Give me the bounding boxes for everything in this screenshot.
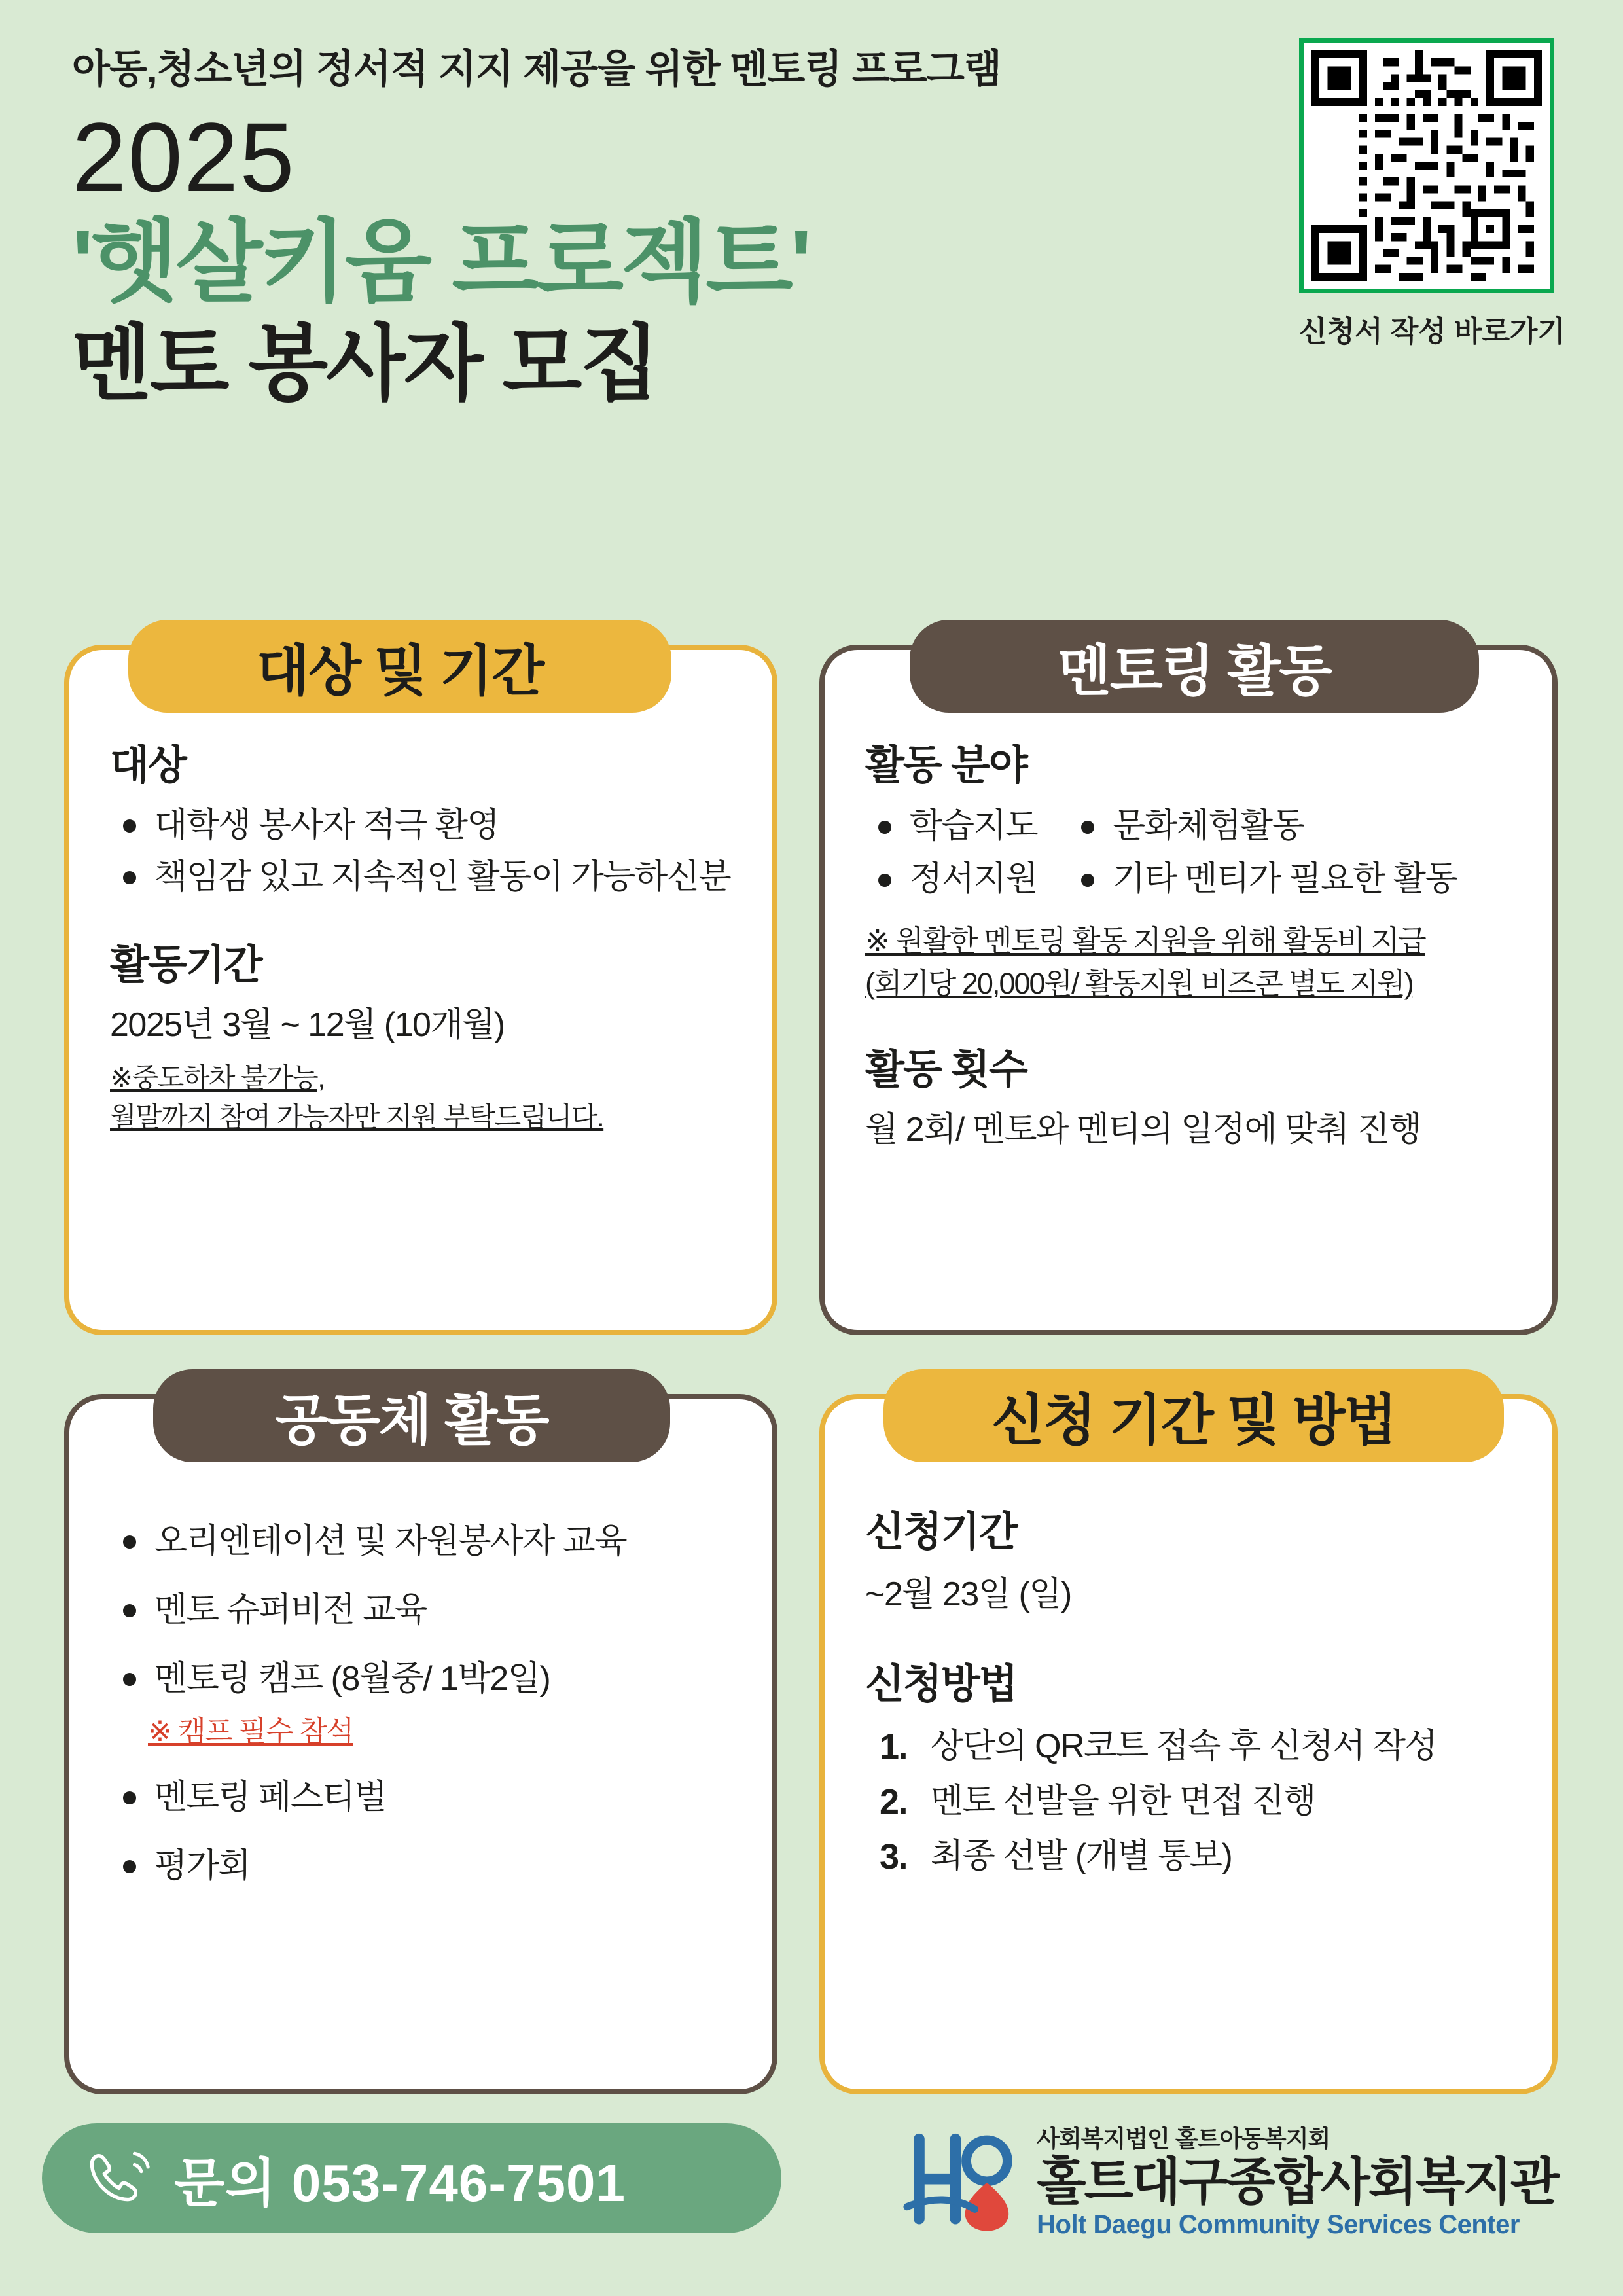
list-item: 책임감 있고 지속적인 활동이 가능하신분	[119, 852, 736, 903]
phone-icon	[85, 2147, 157, 2210]
field-items-grid	[874, 800, 1516, 905]
contact-phone-pill[interactable]	[42, 2123, 781, 2233]
list-item: 최종 선발 (개별 통보)	[931, 1837, 1232, 1876]
card-target-period-title: 대상 및 기간	[256, 639, 544, 702]
holt-logo-icon	[901, 2125, 1025, 2236]
logo-line-3: Holt Daegu Community Services Center	[1037, 2210, 1520, 2239]
logo-line-1: 사회복지법인 홀트아동복지회	[1037, 2125, 1330, 2153]
community-list	[119, 1516, 736, 1705]
fee-note-2: (회기당 20,000원/ 활동지원 비즈콘 별도 지원)	[865, 967, 1413, 1001]
card-mentoring-activity-body	[825, 732, 1552, 1155]
count-heading: 활동 횟수	[865, 1047, 1027, 1092]
list-item: 문화체험활동	[1077, 800, 1516, 853]
card-community-activity-title: 공동체 활동	[275, 1389, 548, 1451]
logo-line-2: 홀트대구종합사회복지관	[1037, 2153, 1558, 2211]
qr-caption: 신청서 작성 바로가기	[1299, 315, 1565, 348]
card-target-period	[64, 639, 777, 1335]
poster-header	[72, 46, 1270, 412]
card-target-period-body	[69, 732, 772, 1136]
apply-period-text: ~2월 23일 (일)	[865, 1575, 1071, 1613]
card-mentoring-activity	[819, 639, 1558, 1335]
qr-section[interactable]	[1299, 38, 1565, 350]
list-item: 학습지도	[874, 800, 1077, 853]
list-item: 상단의 QR코트 접속 후 신청서 작성	[931, 1727, 1437, 1765]
list-item: 멘토링 캠프 (8월중/ 1박2일)	[119, 1653, 736, 1705]
header-year: 2025	[72, 102, 296, 212]
apply-period-heading: 신청기간	[865, 1509, 1017, 1554]
card-community-activity-header	[153, 1369, 670, 1462]
list-item: 대학생 봉사자 적극 환영	[119, 800, 736, 852]
card-target-period-header	[128, 620, 671, 713]
header-kicker: 아동,청소년의 정서적 지지 제공을 위한 멘토링 프로그램	[72, 47, 1001, 91]
header-project-title: '햇살키움 프로젝트'	[72, 211, 810, 313]
camp-required-note: ※ 캠프 필수 참석	[148, 1715, 353, 1748]
list-item: 멘토링 페스티벌	[119, 1772, 736, 1823]
qr-code-icon[interactable]	[1299, 38, 1554, 293]
card-mentoring-activity-header	[910, 620, 1479, 713]
period-note-1: ※중도하차 불가능,	[110, 1062, 325, 1094]
card-community-activity-body	[69, 1516, 772, 1892]
community-list-2	[119, 1772, 736, 1892]
header-recruit-title: 멘토 봉사자 모집	[72, 317, 658, 410]
list-item: 오리엔테이션 및 자원봉사자 교육	[119, 1516, 736, 1568]
period-text: 2025년 3월 ~ 12월 (10개월)	[110, 1006, 505, 1045]
card-apply-header	[883, 1369, 1504, 1462]
organization-logo-text	[1037, 2121, 1558, 2240]
fee-note-1: ※ 원활한 멘토링 활동 지원을 위해 활동비 지급	[865, 924, 1425, 958]
card-apply-title: 신청 기간 및 방법	[991, 1389, 1397, 1451]
contact-phone-text: 문의 053-746-7501	[174, 2153, 626, 2212]
count-text: 월 2회/ 멘토와 멘티의 일정에 맞춰 진행	[865, 1110, 1421, 1149]
period-note-2: 월말까지 참여 가능자만 지원 부탁드립니다.	[110, 1101, 604, 1132]
field-heading: 활동 분야	[865, 743, 1027, 788]
card-apply	[819, 1389, 1558, 2094]
target-heading: 대상	[110, 743, 186, 788]
card-apply-body	[825, 1499, 1552, 1884]
card-community-activity	[64, 1389, 777, 2094]
list-item: 멘토 슈퍼비전 교육	[119, 1585, 736, 1636]
list-item: 멘토 선발을 위한 면접 진행	[931, 1782, 1315, 1821]
apply-steps	[876, 1719, 1516, 1884]
apply-method-heading: 신청방법	[865, 1662, 1017, 1707]
target-list	[119, 800, 736, 903]
period-heading: 활동기간	[110, 942, 262, 988]
list-item: 정서지원	[874, 853, 1077, 906]
organization-logo	[901, 2121, 1558, 2240]
list-item: 기타 멘티가 필요한 활동	[1077, 853, 1516, 906]
list-item: 평가회	[119, 1840, 736, 1892]
card-mentoring-activity-title: 멘토링 활동	[1058, 639, 1331, 702]
